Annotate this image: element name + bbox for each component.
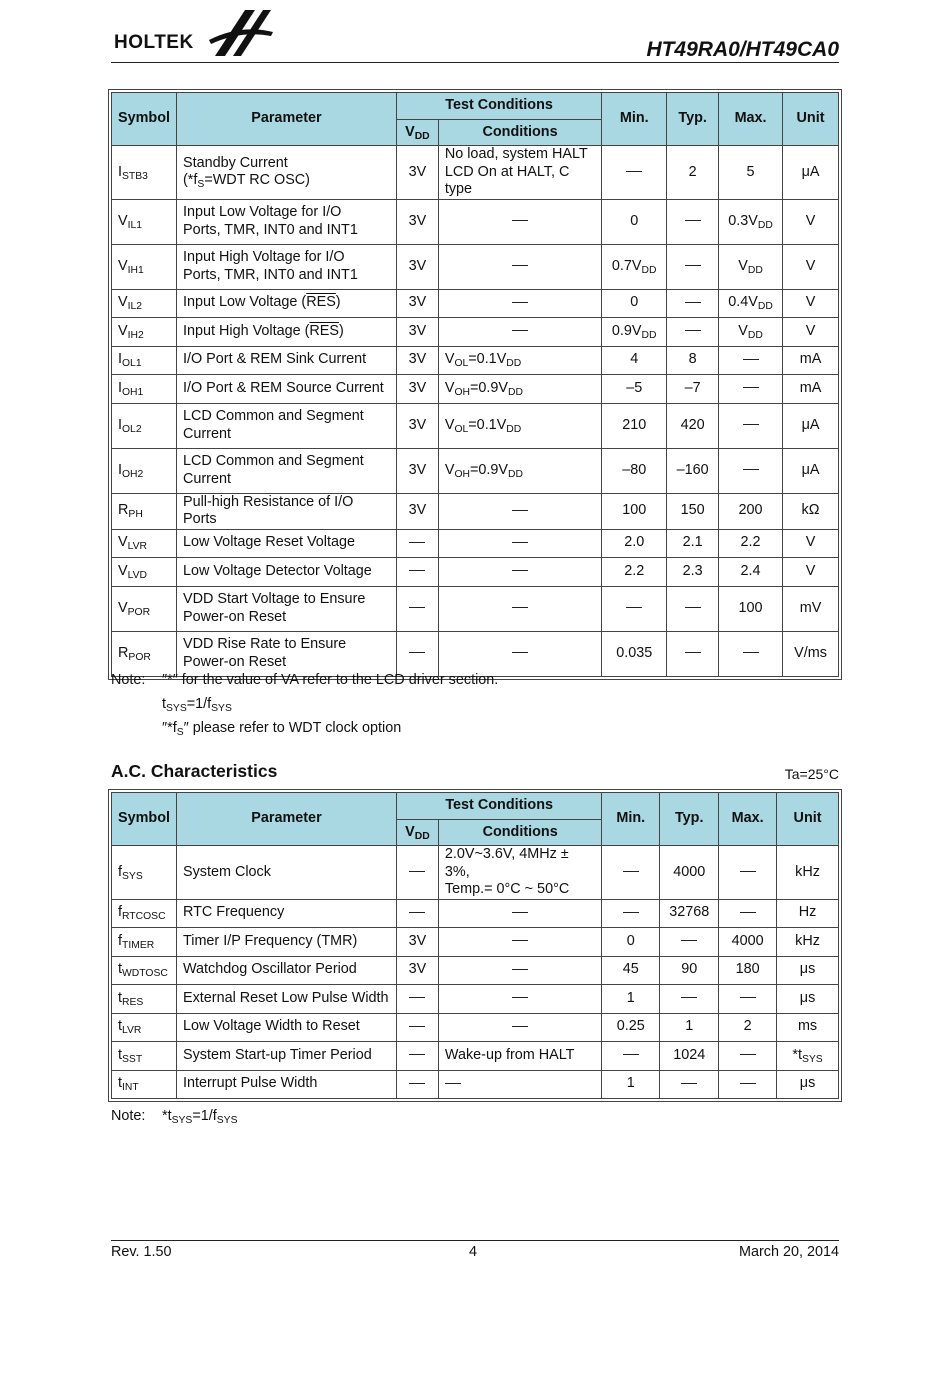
vdd-cell	[396, 586, 438, 631]
note-label: Note:	[111, 672, 146, 688]
max-cell: 180	[719, 956, 777, 984]
table-row	[112, 529, 839, 557]
vdd-cell: 3V	[396, 493, 438, 529]
dash-mark	[409, 607, 425, 608]
header-conditions: Conditions	[438, 120, 601, 146]
symbol-cell: $R_{PH}$	[112, 493, 177, 529]
parameter-cell: System Clock	[176, 846, 396, 900]
holtek-logo-icon	[205, 6, 275, 62]
unit-cell: mA	[783, 346, 839, 374]
typ-cell: –160	[667, 448, 719, 493]
typ-cell: 2.3	[667, 557, 719, 586]
page-number: 4	[469, 1244, 478, 1260]
header-test-conditions: Test Conditions	[396, 793, 601, 820]
conditions-cell	[438, 631, 601, 676]
vdd-cell: 3V	[396, 289, 438, 317]
typ-cell	[667, 631, 719, 676]
dc-note	[111, 672, 839, 742]
max-cell	[719, 374, 783, 403]
table-row	[112, 244, 839, 289]
table-row	[112, 557, 839, 586]
parameter-cell: Input Low Voltage for I/O Ports, TMR, INT0 and INT1	[176, 199, 396, 244]
dash-mark	[685, 607, 701, 608]
vdd-cell: 3V	[396, 346, 438, 374]
dash-mark	[740, 871, 756, 872]
note-line: $*t_{SYS}=1/f_{SYS}$	[162, 1108, 238, 1126]
unit-cell: kHz	[777, 927, 839, 956]
dc-characteristics-table	[111, 92, 839, 677]
parameter-cell: LCD Common and Segment Current	[176, 448, 396, 493]
vdd-cell	[396, 984, 438, 1013]
dash-mark	[623, 912, 639, 913]
parameter-cell: Input High Voltage for I/O Ports, TMR, INT0 and INT1	[176, 244, 396, 289]
dash-mark	[512, 330, 528, 331]
table-row	[112, 493, 839, 529]
footer-rule	[111, 1240, 839, 1241]
max-cell	[719, 984, 777, 1013]
typ-cell: 1	[660, 1013, 719, 1041]
max-cell: $V_{DD}$	[719, 244, 783, 289]
typ-cell	[667, 199, 719, 244]
symbol-cell: $I_{OH1}$	[112, 374, 177, 403]
header-symbol: Symbol	[112, 93, 177, 146]
header-vdd: $V_{DD}$	[396, 120, 438, 146]
header-typ: Typ.	[667, 93, 719, 146]
min-cell: $0.7V_{DD}$	[602, 244, 667, 289]
symbol-cell: $f_{SYS}$	[112, 846, 177, 900]
dash-mark	[512, 997, 528, 998]
min-cell	[602, 146, 667, 200]
unit-cell: μs	[777, 1070, 839, 1098]
symbol-cell: $t_{RES}$	[112, 984, 177, 1013]
max-cell	[719, 403, 783, 448]
table-row	[112, 289, 839, 317]
max-cell: 4000	[719, 927, 777, 956]
min-cell	[602, 899, 660, 927]
symbol-cell: $t_{LVR}$	[112, 1013, 177, 1041]
vdd-cell	[396, 529, 438, 557]
vdd-cell	[396, 1013, 438, 1041]
typ-cell	[667, 317, 719, 346]
header-parameter: Parameter	[176, 793, 396, 846]
dash-mark	[743, 652, 759, 653]
conditions-cell: $V_{OL}=0.1V_{DD}$	[438, 403, 601, 448]
dash-mark	[743, 387, 759, 388]
min-cell: 2.2	[602, 557, 667, 586]
min-cell: 2.0	[602, 529, 667, 557]
max-cell: $V_{DD}$	[719, 317, 783, 346]
header-rule	[111, 62, 839, 63]
min-cell	[602, 586, 667, 631]
conditions-cell: 2.0V~3.6V, 4MHz ± 3%, Temp.= 0°C ~ 50°C	[438, 846, 601, 900]
max-cell	[719, 899, 777, 927]
typ-cell: 2	[667, 146, 719, 200]
table-row	[112, 146, 839, 200]
parameter-cell: Standby Current ($*f_S=WDT$ RC OSC)	[176, 146, 396, 200]
header-unit: Unit	[777, 793, 839, 846]
conditions-cell	[438, 956, 601, 984]
max-cell: 2	[719, 1013, 777, 1041]
table-row	[112, 374, 839, 403]
conditions-cell: Wake-up from HALT	[438, 1041, 601, 1070]
dash-mark	[685, 302, 701, 303]
parameter-cell: RTC Frequency	[176, 899, 396, 927]
dash-mark	[512, 265, 528, 266]
min-cell: 0.25	[602, 1013, 660, 1041]
dash-mark	[512, 940, 528, 941]
parameter-cell: Watchdog Oscillator Period	[176, 956, 396, 984]
symbol-cell: $f_{TIMER}$	[112, 927, 177, 956]
dash-mark	[409, 570, 425, 571]
dash-mark	[512, 302, 528, 303]
max-cell: $0.4V_{DD}$	[719, 289, 783, 317]
conditions-cell	[438, 199, 601, 244]
max-cell	[719, 631, 783, 676]
min-cell: 210	[602, 403, 667, 448]
table-row	[112, 1070, 839, 1098]
conditions-cell	[438, 984, 601, 1013]
symbol-cell: $t_{WDTOSC}$	[112, 956, 177, 984]
max-cell: 5	[719, 146, 783, 200]
table-row	[112, 1041, 839, 1070]
header-symbol: Symbol	[112, 793, 177, 846]
dash-mark	[445, 1083, 461, 1084]
symbol-cell: $I_{OH2}$	[112, 448, 177, 493]
max-cell	[719, 1041, 777, 1070]
dash-mark	[512, 510, 528, 511]
parameter-cell: VDD Rise Rate to Ensure Power-on Reset	[176, 631, 396, 676]
header-unit: Unit	[783, 93, 839, 146]
min-cell: 45	[602, 956, 660, 984]
dash-mark	[512, 542, 528, 543]
symbol-cell: $I_{OL1}$	[112, 346, 177, 374]
dash-mark	[409, 997, 425, 998]
table-row	[112, 199, 839, 244]
symbol-cell: $I_{OL2}$	[112, 403, 177, 448]
max-cell: 2.2	[719, 529, 783, 557]
vdd-cell: 3V	[396, 199, 438, 244]
vdd-cell	[396, 899, 438, 927]
dash-mark	[743, 359, 759, 360]
min-cell: 1	[602, 1070, 660, 1098]
table-row	[112, 846, 839, 900]
symbol-cell: $I_{STB3}$	[112, 146, 177, 200]
conditions-cell	[438, 899, 601, 927]
table-row	[112, 317, 839, 346]
typ-cell	[660, 1070, 719, 1098]
dash-mark	[512, 912, 528, 913]
max-cell: 2.4	[719, 557, 783, 586]
min-cell	[602, 1041, 660, 1070]
parameter-cell: I/O Port & REM Source Current	[176, 374, 396, 403]
header-test-conditions: Test Conditions	[396, 93, 601, 120]
parameter-cell: Pull-high Resistance of I/O Ports	[176, 493, 396, 529]
parameter-cell: VDD Start Voltage to Ensure Power-on Reset	[176, 586, 396, 631]
dash-mark	[743, 469, 759, 470]
unit-cell: V	[783, 289, 839, 317]
header-min: Min.	[602, 93, 667, 146]
typ-cell: –7	[667, 374, 719, 403]
symbol-cell: $V_{POR}$	[112, 586, 177, 631]
dash-mark	[740, 997, 756, 998]
conditions-cell	[438, 1013, 601, 1041]
table-row	[112, 346, 839, 374]
parameter-cell: LCD Common and Segment Current	[176, 403, 396, 448]
table-row	[112, 984, 839, 1013]
min-cell	[602, 846, 660, 900]
dash-mark	[685, 220, 701, 221]
dash-mark	[512, 652, 528, 653]
conditions-cell	[438, 493, 601, 529]
dash-mark	[409, 542, 425, 543]
dash-mark	[681, 997, 697, 998]
dash-mark	[681, 940, 697, 941]
revision: Rev. 1.50	[111, 1244, 172, 1260]
min-cell: 0.035	[602, 631, 667, 676]
vdd-cell: 3V	[396, 956, 438, 984]
unit-cell: ms	[777, 1013, 839, 1041]
table-row	[112, 403, 839, 448]
header-max: Max.	[719, 793, 777, 846]
dash-mark	[740, 1083, 756, 1084]
min-cell: $0.9V_{DD}$	[602, 317, 667, 346]
unit-cell: V	[783, 199, 839, 244]
dash-mark	[685, 265, 701, 266]
ac-characteristics-table	[111, 792, 839, 1099]
unit-cell: μs	[777, 956, 839, 984]
symbol-cell: $t_{SST}$	[112, 1041, 177, 1070]
symbol-cell: $V_{LVR}$	[112, 529, 177, 557]
conditions-cell	[438, 244, 601, 289]
unit-cell: V	[783, 317, 839, 346]
parameter-cell: I/O Port & REM Sink Current	[176, 346, 396, 374]
conditions-cell: No load, system HALT LCD On at HALT, C type	[438, 146, 601, 200]
parameter-cell: System Start-up Timer Period	[176, 1041, 396, 1070]
max-cell	[719, 346, 783, 374]
parameter-cell: Low Voltage Width to Reset	[176, 1013, 396, 1041]
note-line: $t_{SYS}=1/f_{SYS}$	[162, 696, 232, 714]
typ-cell: 2.1	[667, 529, 719, 557]
unit-cell: mV	[783, 586, 839, 631]
max-cell	[719, 846, 777, 900]
unit-cell: μA	[783, 403, 839, 448]
typ-cell	[667, 586, 719, 631]
typ-cell: 420	[667, 403, 719, 448]
typ-cell: 8	[667, 346, 719, 374]
conditions-cell	[438, 586, 601, 631]
page-header	[111, 6, 839, 64]
dash-mark	[740, 1054, 756, 1055]
note-label: Note:	[111, 1108, 146, 1124]
table-row	[112, 1013, 839, 1041]
typ-cell	[667, 244, 719, 289]
dash-mark	[740, 912, 756, 913]
note-line: $''*f_S''$ please refer to WDT clock option	[162, 720, 402, 738]
ambient-temperature: Ta=25°C	[784, 766, 839, 782]
header-typ: Typ.	[660, 793, 719, 846]
dash-mark	[626, 607, 642, 608]
parameter-cell: External Reset Low Pulse Width	[176, 984, 396, 1013]
symbol-cell: $V_{IH1}$	[112, 244, 177, 289]
vdd-cell: 3V	[396, 927, 438, 956]
unit-cell: Hz	[777, 899, 839, 927]
company-logo: HOLTEK	[114, 32, 194, 53]
conditions-cell	[438, 1070, 601, 1098]
unit-cell: μs	[777, 984, 839, 1013]
dash-mark	[626, 171, 642, 172]
parameter-cell: Input Low Voltage $(\overline{RES})$	[176, 289, 396, 317]
vdd-cell: 3V	[396, 448, 438, 493]
typ-cell: 32768	[660, 899, 719, 927]
dash-mark	[409, 652, 425, 653]
parameter-cell: Low Voltage Reset Voltage	[176, 529, 396, 557]
dash-mark	[409, 871, 425, 872]
conditions-cell: $V_{OH}=0.9V_{DD}$	[438, 374, 601, 403]
conditions-cell: $V_{OH}=0.9V_{DD}$	[438, 448, 601, 493]
typ-cell: 90	[660, 956, 719, 984]
max-cell: 200	[719, 493, 783, 529]
vdd-cell	[396, 1041, 438, 1070]
unit-cell: V	[783, 244, 839, 289]
typ-cell	[660, 984, 719, 1013]
unit-cell: V	[783, 557, 839, 586]
date: March 20, 2014	[739, 1244, 839, 1260]
vdd-cell	[396, 1070, 438, 1098]
vdd-cell	[396, 631, 438, 676]
min-cell: –5	[602, 374, 667, 403]
section-title: A.C. Characteristics	[111, 761, 278, 781]
conditions-cell	[438, 529, 601, 557]
min-cell: 0	[602, 199, 667, 244]
symbol-cell: $t_{INT}$	[112, 1070, 177, 1098]
header-max: Max.	[719, 93, 783, 146]
parameter-cell: Low Voltage Detector Voltage	[176, 557, 396, 586]
vdd-cell: 3V	[396, 403, 438, 448]
dash-mark	[743, 424, 759, 425]
unit-cell: kΩ	[783, 493, 839, 529]
dash-mark	[512, 607, 528, 608]
table-row	[112, 448, 839, 493]
symbol-cell: $V_{IL2}$	[112, 289, 177, 317]
min-cell: 0	[602, 289, 667, 317]
vdd-cell: 3V	[396, 244, 438, 289]
conditions-cell	[438, 289, 601, 317]
symbol-cell: $f_{RTCOSC}$	[112, 899, 177, 927]
unit-cell: V	[783, 529, 839, 557]
max-cell	[719, 1070, 777, 1098]
dash-mark	[685, 330, 701, 331]
table-row	[112, 956, 839, 984]
table-row	[112, 631, 839, 676]
max-cell: $0.3V_{DD}$	[719, 199, 783, 244]
vdd-cell	[396, 557, 438, 586]
dash-mark	[409, 1026, 425, 1027]
max-cell	[719, 448, 783, 493]
dash-mark	[409, 1054, 425, 1055]
conditions-cell: $V_{OL}=0.1V_{DD}$	[438, 346, 601, 374]
parameter-cell: Input High Voltage $(\overline{RES})$	[176, 317, 396, 346]
conditions-cell	[438, 927, 601, 956]
unit-cell: $*t_{SYS}$	[777, 1041, 839, 1070]
symbol-cell: $V_{LVD}$	[112, 557, 177, 586]
typ-cell: 4000	[660, 846, 719, 900]
dash-mark	[512, 570, 528, 571]
header-parameter: Parameter	[176, 93, 396, 146]
min-cell: 0	[602, 927, 660, 956]
conditions-cell	[438, 557, 601, 586]
symbol-cell: $R_{POR}$	[112, 631, 177, 676]
dash-mark	[512, 220, 528, 221]
dash-mark	[512, 1026, 528, 1027]
dash-mark	[623, 1054, 639, 1055]
dash-mark	[512, 969, 528, 970]
dash-mark	[623, 871, 639, 872]
table-row	[112, 899, 839, 927]
symbol-cell: $V_{IH2}$	[112, 317, 177, 346]
unit-cell: mA	[783, 374, 839, 403]
dash-mark	[409, 912, 425, 913]
vdd-cell	[396, 846, 438, 900]
document-title: HT49RA0/HT49CA0	[646, 38, 839, 61]
header-conditions: Conditions	[438, 820, 601, 846]
vdd-cell: 3V	[396, 146, 438, 200]
conditions-cell	[438, 317, 601, 346]
note-line: ″*″ for the value of VA refer to the LCD driver section.	[162, 672, 499, 688]
min-cell: –80	[602, 448, 667, 493]
table-row	[112, 927, 839, 956]
table-row	[112, 586, 839, 631]
symbol-cell: $V_{IL1}$	[112, 199, 177, 244]
max-cell: 100	[719, 586, 783, 631]
dash-mark	[685, 652, 701, 653]
vdd-cell: 3V	[396, 374, 438, 403]
typ-cell: 1024	[660, 1041, 719, 1070]
min-cell: 4	[602, 346, 667, 374]
typ-cell	[660, 927, 719, 956]
unit-cell: μA	[783, 146, 839, 200]
typ-cell	[667, 289, 719, 317]
dash-mark	[681, 1083, 697, 1084]
ac-note	[111, 1108, 511, 1130]
dash-mark	[409, 1083, 425, 1084]
min-cell: 1	[602, 984, 660, 1013]
unit-cell: kHz	[777, 846, 839, 900]
unit-cell: V/ms	[783, 631, 839, 676]
typ-cell: 150	[667, 493, 719, 529]
parameter-cell: Interrupt Pulse Width	[176, 1070, 396, 1098]
header-vdd: $V_{DD}$	[396, 820, 438, 846]
min-cell: 100	[602, 493, 667, 529]
parameter-cell: Timer I/P Frequency (TMR)	[176, 927, 396, 956]
vdd-cell: 3V	[396, 317, 438, 346]
header-min: Min.	[602, 793, 660, 846]
unit-cell: μA	[783, 448, 839, 493]
